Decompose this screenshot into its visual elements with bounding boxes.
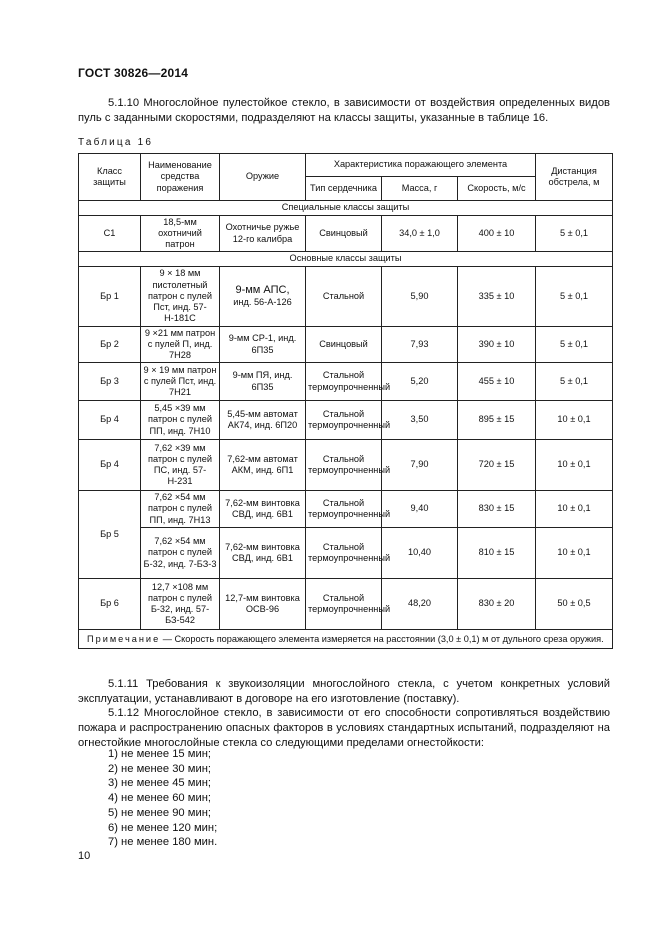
cell-speed: 830 ± 20 — [458, 579, 536, 630]
cell-class: Бр 6 — [79, 579, 141, 630]
page-number: 10 — [78, 850, 91, 862]
header-name: Наименование средства поражения — [141, 154, 220, 201]
cell-mass: 10,40 — [382, 528, 458, 579]
cell-speed: 400 ± 10 — [458, 216, 536, 252]
cell-class: Бр 2 — [79, 327, 141, 363]
cell-weapon: 7,62-мм винтовка СВД, инд. 6В1 — [220, 491, 306, 528]
cell-core: Свинцовый — [306, 216, 382, 252]
cell-speed: 810 ± 15 — [458, 528, 536, 579]
paragraph-5-1-12: 5.1.12 Многослойное стекло, в зависимости от его способности сопротивляться воздействию пожара и распространению опасных факторов в условиях стандартных испытаний, подразделяют на огнестойкие многослойные стекла со следующими пределами огнестойкости: — [78, 707, 610, 749]
cell-distance: 5 ± 0,1 — [536, 267, 613, 327]
cell-speed: 830 ± 15 — [458, 491, 536, 528]
cell-class: Бр 3 — [79, 363, 141, 401]
cell-name: 9 × 18 мм пистолетный патрон с пулей Пст, инд. 57-Н-181С — [141, 267, 220, 327]
cell-mass: 7,90 — [382, 440, 458, 491]
cell-distance: 10 ± 0,1 — [536, 401, 613, 440]
header-characteristic: Характеристика поражающего элемента — [306, 154, 536, 177]
table-row — [79, 401, 613, 440]
cell-name: 12,7 ×108 мм патрон с пулей Б-32, инд. 57-БЗ-542 — [141, 579, 220, 630]
cell-core: Стальной термоупрочненный — [306, 579, 382, 630]
header-weapon: Оружие — [220, 154, 306, 201]
cell-core: Свинцовый — [306, 327, 382, 363]
note-text: — Скорость поражающего элемента измеряется на расстоянии (3,0 ± 0,1) м от дульного среза оружия. — [160, 634, 604, 644]
cell-core: Стальной термоупрочненный — [306, 440, 382, 491]
cell-class: Бр 4 — [79, 401, 141, 440]
table-row — [79, 216, 613, 252]
table-row — [79, 267, 613, 327]
cell-core: Стальной термоупрочненный — [306, 491, 382, 528]
header-distance: Дистанция обстрела, м — [536, 154, 613, 201]
cell-distance: 10 ± 0,1 — [536, 440, 613, 491]
cell-mass: 7,93 — [382, 327, 458, 363]
cell-class: С1 — [79, 216, 141, 252]
cell-mass: 34,0 ± 1,0 — [382, 216, 458, 252]
paragraph-5-1-11: 5.1.11 Требования к звукоизоляции многослойного стекла, с учетом конкретных условий эксплуатации, устанавливают в договоре на его изготовление (поставку). — [78, 678, 610, 705]
cell-name: 5,45 ×39 мм патрон с пулей ПП, инд. 7Н10 — [141, 401, 220, 440]
cell-weapon: 9-мм СР-1, инд. 6П35 — [220, 327, 306, 363]
cell-weapon — [220, 267, 306, 327]
cell-core: Стальной термоупрочненный — [306, 401, 382, 440]
section-main: Основные классы защиты — [79, 252, 613, 267]
document-header: ГОСТ 30826—2014 — [78, 66, 189, 80]
list-item: 1) не менее 15 мин; — [108, 748, 211, 760]
cell-speed: 335 ± 10 — [458, 267, 536, 327]
cell-core: Стальной термоупрочненный — [306, 363, 382, 401]
cell-speed: 895 ± 15 — [458, 401, 536, 440]
header-mass: Масса, г — [382, 177, 458, 201]
header-class: Класс защиты — [79, 154, 141, 201]
cell-distance: 10 ± 0,1 — [536, 528, 613, 579]
table-16 — [78, 153, 613, 649]
list-item: 7) не менее 180 мин. — [108, 836, 218, 849]
cell-distance: 5 ± 0,1 — [536, 216, 613, 252]
cell-class: Бр 1 — [79, 267, 141, 327]
cell-name: 7,62 ×39 мм патрон с пулей ПС, инд. 57-Н-231 — [141, 440, 220, 491]
list-item: 6) не менее 120 мин; — [108, 821, 218, 834]
header-core: Тип сердечника — [306, 177, 382, 201]
section-special: Специальные классы защиты — [79, 201, 613, 216]
cell-core: Стальной — [306, 267, 382, 327]
cell-name: 7,62 ×54 мм патрон с пулей Б-32, инд. 7-БЗ-3 — [141, 528, 220, 579]
cell-distance: 10 ± 0,1 — [536, 491, 613, 528]
header-speed: Скорость, м/с — [458, 177, 536, 201]
cell-weapon: 7,62-мм винтовка СВД, инд. 6В1 — [220, 528, 306, 579]
table-row — [79, 528, 613, 579]
list-item: 2) не менее 30 мин; — [108, 762, 211, 775]
cell-speed: 455 ± 10 — [458, 363, 536, 401]
cell-distance: 50 ± 0,5 — [536, 579, 613, 630]
cell-mass: 48,20 — [382, 579, 458, 630]
list-item: 5) не менее 90 мин; — [108, 806, 211, 819]
table-row — [79, 327, 613, 363]
cell-name: 9 ×21 мм патрон с пулей П, инд. 7Н28 — [141, 327, 220, 363]
cell-distance: 5 ± 0,1 — [536, 363, 613, 401]
cell-class: Бр 4 — [79, 440, 141, 491]
paragraph-5-1-10: 5.1.10 Многослойное пулестойкое стекло, в зависимости от воздействия определенных видов пуль с заданными скоростями, подразделяют на классы защиты, указанные в таблице 16. — [78, 97, 610, 124]
cell-mass: 9,40 — [382, 491, 458, 528]
cell-distance: 5 ± 0,1 — [536, 327, 613, 363]
cell-weapon: Охотничье ружье 12-го калибра — [220, 216, 306, 252]
note-label: Примечание — [87, 634, 161, 644]
weapon-main: 9-мм АПС, — [235, 284, 290, 297]
table-note — [79, 630, 613, 649]
table-row — [79, 579, 613, 630]
cell-mass: 3,50 — [382, 401, 458, 440]
table-row — [79, 363, 613, 401]
cell-mass: 5,90 — [382, 267, 458, 327]
cell-weapon: 7,62-мм автомат АКМ, инд. 6П1 — [220, 440, 306, 491]
cell-speed: 390 ± 10 — [458, 327, 536, 363]
list-item: 3) не менее 45 мин; — [108, 777, 211, 790]
cell-weapon: 5,45-мм автомат АК74, инд. 6П20 — [220, 401, 306, 440]
table-row — [79, 491, 613, 528]
cell-name: 9 × 19 мм патрон с пулей Пст, инд. 7Н21 — [141, 363, 220, 401]
list-item: 4) не менее 60 мин; — [108, 792, 211, 805]
weapon-sub: инд. 56-А-126 — [233, 296, 292, 307]
cell-speed: 720 ± 15 — [458, 440, 536, 491]
cell-name: 18,5-мм охотничий патрон — [141, 216, 220, 252]
fire-resistance-list — [108, 747, 217, 850]
cell-weapon: 12,7-мм винтовка ОСВ-96 — [220, 579, 306, 630]
cell-core: Стальной термоупрочненный — [306, 528, 382, 579]
cell-name: 7,62 ×54 мм патрон с пулей ПП, инд. 7Н13 — [141, 491, 220, 528]
cell-mass: 5,20 — [382, 363, 458, 401]
cell-class: Бр 5 — [79, 491, 141, 579]
cell-weapon: 9-мм ПЯ, инд. 6П35 — [220, 363, 306, 401]
table-caption: Таблица 16 — [78, 137, 154, 148]
table-row — [79, 440, 613, 491]
